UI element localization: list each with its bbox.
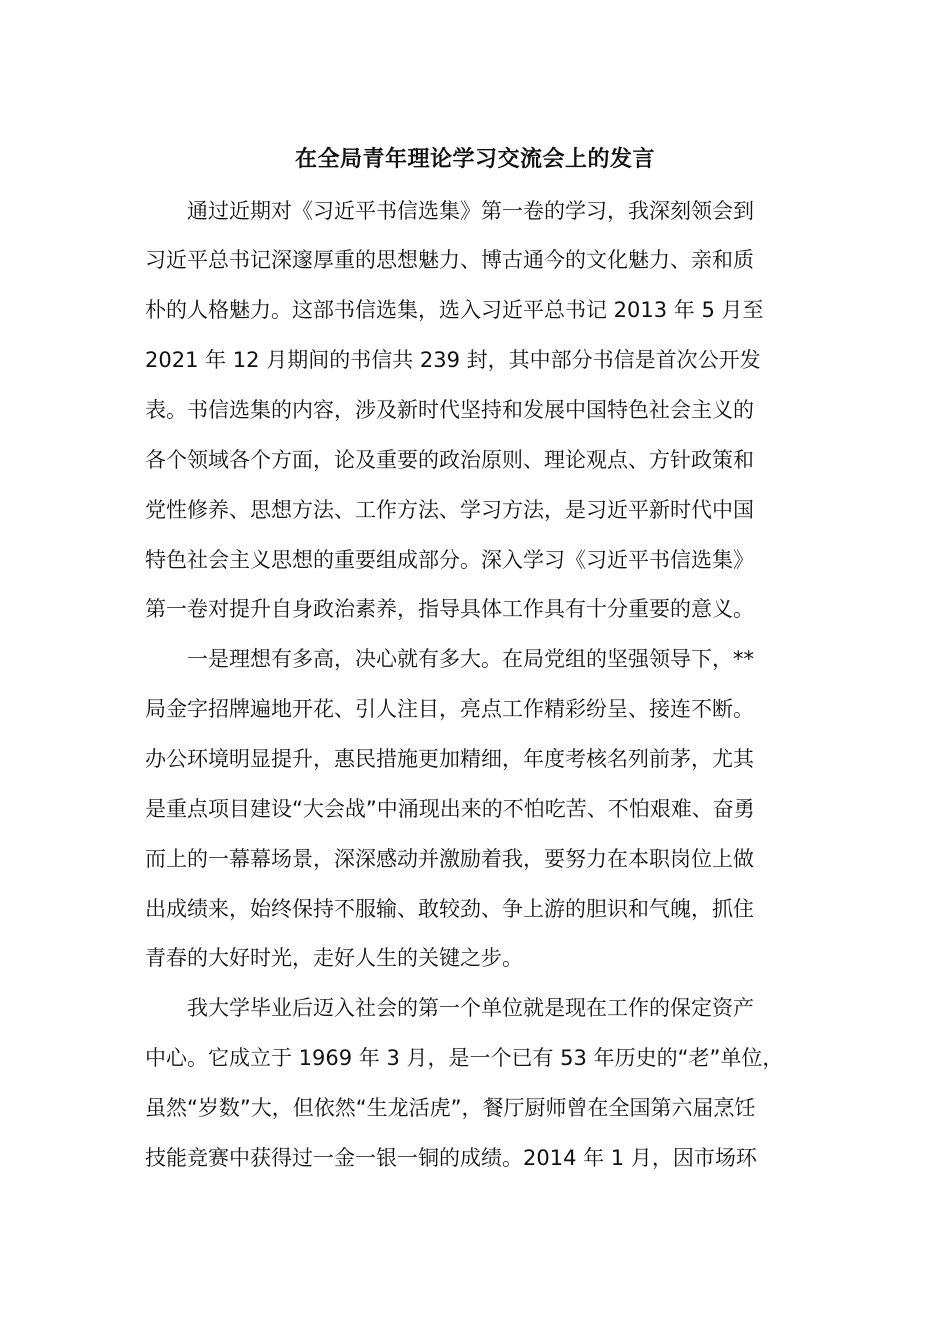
paragraph-1-line: 党性修养、思想方法、工作方法、学习方法，是习近平新时代中国 bbox=[145, 498, 754, 522]
paragraph-2-line: 办公环境明显提升，惠民措施更加精细，年度考核名列前茅，尤其 bbox=[145, 747, 754, 771]
paragraph-1-line: 各个领域各个方面，论及重要的政治原则、理论观点、方针政策和 bbox=[145, 448, 754, 472]
paragraph-2-line: 而上的一幕幕场景，深深感动并激励着我，要努力在本职岗位上做 bbox=[145, 847, 754, 871]
paragraph-1-line: 特色社会主义思想的重要组成部分。深入学习《习近平书信选集》 bbox=[145, 548, 754, 572]
paragraph-2-line: 青春的大好时光，走好人生的关键之步。 bbox=[145, 946, 523, 970]
paragraph-2-line: 一是理想有多高，决心就有多大。在局党组的坚强领导下，** bbox=[187, 647, 754, 671]
paragraph-1-line: 朴的人格魅力。这部书信选集，选入习近平总书记 2013 年 5 月至 bbox=[145, 298, 764, 322]
paragraph-2-line: 是重点项目建设“大会战”中涌现出来的不怕吃苦、不怕艰难、奋勇 bbox=[145, 797, 755, 821]
paragraph-1-line: 2021 年 12 月期间的书信共 239 封，其中部分书信是首次公开发 bbox=[145, 348, 761, 372]
paragraph-2-line: 局金字招牌遍地开花、引人注目，亮点工作精彩纷呈、接连不断。 bbox=[145, 697, 754, 721]
document-title: 在全局青年理论学习交流会上的发言 bbox=[294, 147, 655, 172]
paragraph-1-line: 通过近期对《习近平书信选集》第一卷的学习，我深刻领会到 bbox=[187, 199, 754, 223]
paragraph-3-line: 中心。它成立于 1969 年 3 月，是一个已有 53 年历史的“老”单位， bbox=[145, 1046, 784, 1070]
paragraph-3-line: 虽然“岁数”大，但依然“生龙活虎”，餐厅厨师曾在全国第六届烹饪 bbox=[145, 1096, 756, 1120]
paragraph-1-line: 第一卷对提升自身政治素养，指导具体工作具有十分重要的意义。 bbox=[145, 597, 754, 621]
paragraph-3-line: 技能竞赛中获得过一金一银一铜的成绩。2014 年 1 月，因市场环 bbox=[145, 1146, 757, 1170]
paragraph-1-line: 习近平总书记深邃厚重的思想魅力、博古通今的文化魅力、亲和质 bbox=[145, 248, 754, 272]
paragraph-1-line: 表。书信选集的内容，涉及新时代坚持和发展中国特色社会主义的 bbox=[145, 398, 754, 422]
paragraph-3-line: 我大学毕业后迈入社会的第一个单位就是现在工作的保定资产 bbox=[187, 996, 754, 1020]
paragraph-2-line: 出成绩来，始终保持不服输、敢较劲、争上游的胆识和气魄，抓住 bbox=[145, 897, 754, 921]
